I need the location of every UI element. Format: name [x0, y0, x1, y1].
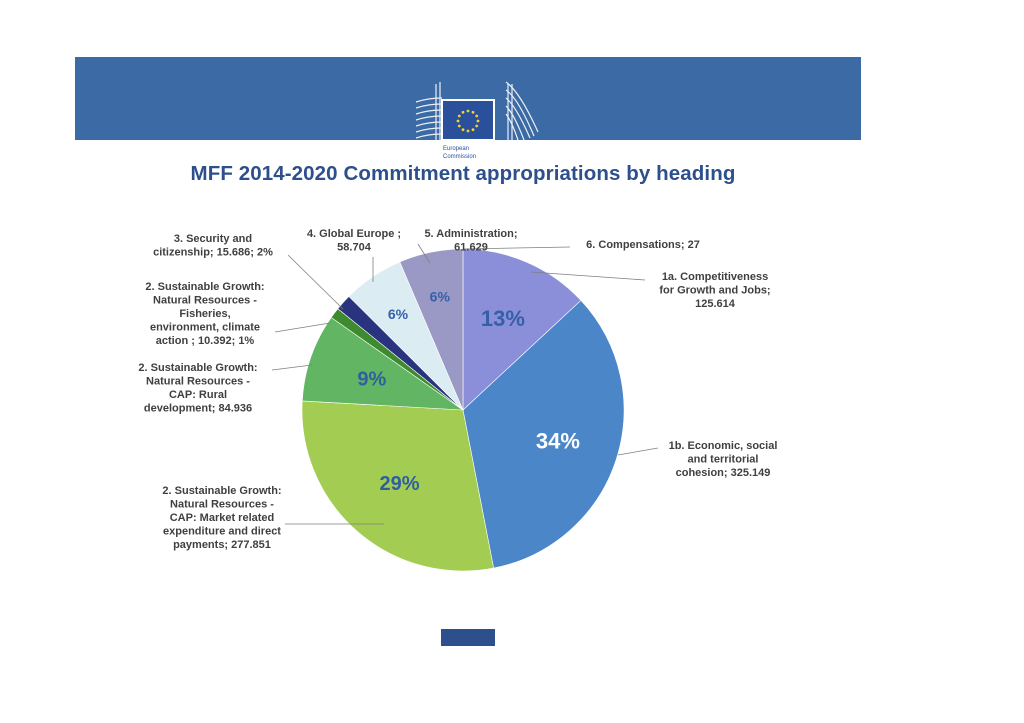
slice-category-label: 5. Administration; 61.629: [424, 228, 518, 254]
slice-category-label: 2. Sustainable Growth: Natural Resources -Fisheries, environment, climate action ; 10.392; 1%: [145, 281, 265, 347]
slice-category-label: 4. Global Europe ; 58.704: [306, 228, 402, 254]
leader-line: [272, 365, 312, 370]
logo-text-line1: European: [443, 146, 470, 152]
chart-title: MFF 2014-2020 Commitment appropriations by heading: [190, 162, 736, 185]
slice-category-label: 6. Compensations; 27: [586, 239, 700, 251]
slice-percent-label: 34%: [535, 428, 580, 454]
leader-line: [288, 255, 343, 309]
leader-line: [275, 323, 330, 332]
slice-category-label: 3. Security and citizenship; 15.686; 2%: [153, 233, 273, 259]
slice-percent-label: 29%: [379, 472, 420, 495]
slice-percent-label: 6%: [429, 288, 450, 305]
slice-category-label: 2. Sustainable Growth: Natural Resources -CAP: Market related expenditure and direct payments; 277.851: [162, 485, 282, 551]
slice-percent-label: 9%: [357, 368, 387, 391]
slice-category-label: 2. Sustainable Growth: Natural Resources -CAP: Rural development; 84.936: [138, 362, 258, 415]
logo-text-line2: Commission: [443, 154, 477, 160]
leader-line: [618, 448, 658, 455]
slice-category-label: 1a. Competitiveness for Growth and Jobs; 125.614: [659, 271, 771, 310]
slice-percent-label: 13%: [480, 306, 525, 332]
footer-bar: [441, 629, 495, 646]
slice-percent-label: 6%: [387, 305, 409, 322]
slice-category-label: 1b. Economic, social and territorial cohesion; 325.149: [668, 440, 778, 479]
